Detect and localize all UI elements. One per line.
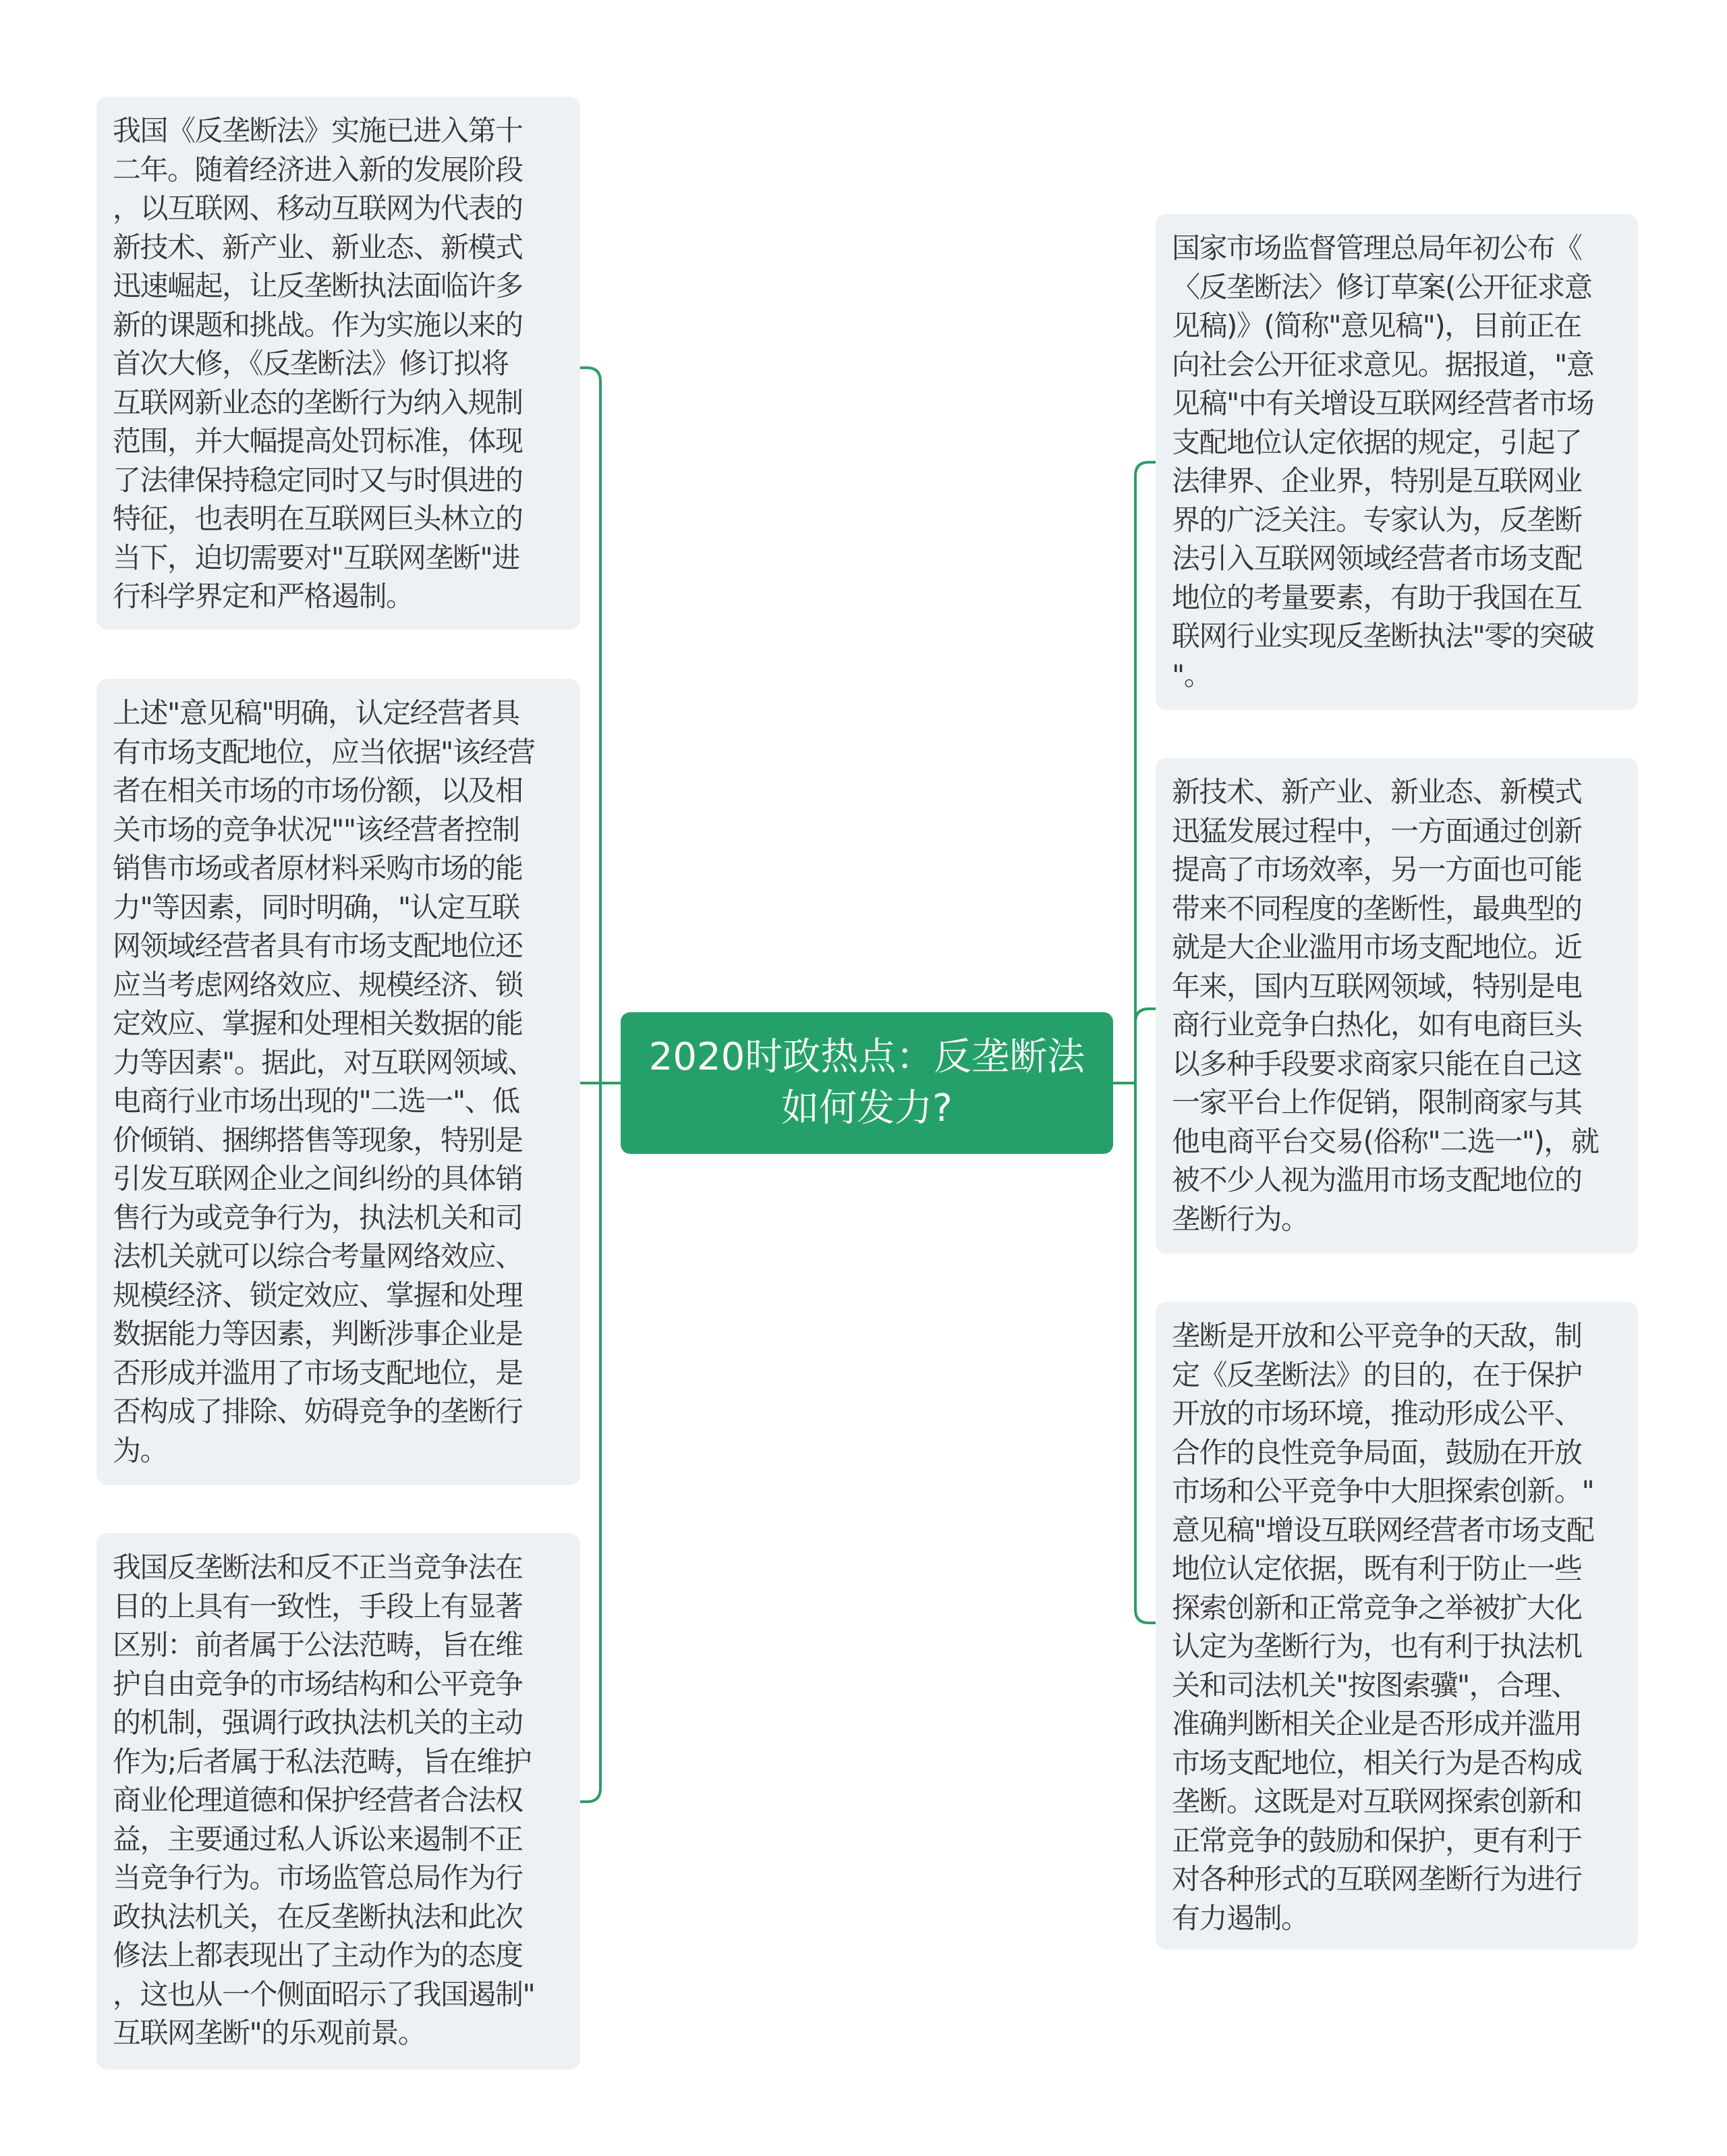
connector-right-3 [1135,1083,1156,1623]
left-node-1[interactable]: 我国《反垄断法》实施已进入第十 二年。随着经济进入新的发展阶段 ，以互联网、移动互联网为代表的 新技术、新产业、新业态、新模式 迅速崛起，让反垄断执法面临许多 新的课题和挑战。作为实施以来的 首次大修，《反垄断法》修订拟将 互联网新业态的垄断行为纳入规制 范围，并大幅提高处罚标准，体现 了法律保持稳定同时又与时俱进的 特征，也表明在互联网巨头林立的 当下，迫切需要对"互联网垄断"进 行科学界定和严格遏制。 [96,96,580,630]
left-node-3[interactable]: 我国反垄断法和反不正当竞争法在 目的上具有一致性，手段上有显著 区别：前者属于公法范畴，旨在维 护自由竞争的市场结构和公平竞争 的机制，强调行政执法机关的主动 作为;后者属于私法范畴，旨在维护 商业伦理道德和保护经营者合法权 益，主要通过私人诉讼来遏制不正 当竞争行为。市场监管总局作为行 政执法机关，在反垄断执法和此次 修法上都表现出了主动作为的态度 ，这也从一个侧面昭示了我国遏制" 互联网垄断"的乐观前景。 [96,1533,580,2070]
connector-left-1 [580,368,600,1083]
right-node-1[interactable]: 国家市场监督管理总局年初公布《 〈反垄断法〉修订草案(公开征求意 见稿)》(简称"意见稿")，目前正在 向社会公开征求意见。据报道，"意 见稿"中有关增设互联网经营者市场 支配地位认定依据的规定，引起了 法律界、企业界，特别是互联网业 界的广泛关注。专家认为，反垄断 法引入互联网领域经营者市场支配 地位的考量要素，有助于我国在互 联网行业实现反垄断执法"零的突破 "。 [1156,214,1638,710]
right-node-2[interactable]: 新技术、新产业、新业态、新模式 迅猛发展过程中，一方面通过创新 提高了市场效率，另一方面也可能 带来不同程度的垄断性，最典型的 就是大企业滥用市场支配地位。近 年来，国内互联网领域，特别是电 商行业竞争白热化，如有电商巨头 以多种手段要求商家只能在自己这 一家平台上作促销，限制商家与其 他电商平台交易(俗称"二选一")，就 被不少人视为滥用市场支配地位的 垄断行为。 [1156,758,1638,1254]
connector-right-1 [1135,462,1156,1083]
right-node-3[interactable]: 垄断是开放和公平竞争的天敌，制 定《反垄断法》的目的，在于保护 开放的市场环境，推动形成公平、 合作的良性竞争局面，鼓励在开放 市场和公平竞争中大胆探索创新。" 意见稿"增设互联网经营者市场支配 地位认定依据，既有利于防止一些 探索创新和正常竞争之举被扩大化 认定为垄断行为，也有利于执法机 关和司法机关"按图索骥"，合理、 准确判断相关企业是否形成并滥用 市场支配地位，相关行为是否构成 垄断。这既是对互联网探索创新和 正常竞争的鼓励和保护，更有利于 对各种形式的互联网垄断行为进行 有力遏制。 [1156,1302,1638,1950]
connector-left-3 [580,1083,600,1802]
central-topic[interactable]: 2020时政热点：反垄断法 如何发力? [621,1012,1113,1154]
left-node-2[interactable]: 上述"意见稿"明确，认定经营者具 有市场支配地位，应当依据"该经营 者在相关市场的市场份额，以及相 关市场的竞争状况""该经营者控制 销售市场或者原材料采购市场的能 力"等因素，同时明确，"认定互联 网领域经营者具有市场支配地位还 应当考虑网络效应、规模经济、锁 定效应、掌握和处理相关数据的能 力等因素"。据此，对互联网领域、 电商行业市场出现的"二选一"、低 价倾销、捆绑搭售等现象，特别是 引发互联网企业之间纠纷的具体销 售行为或竞争行为，执法机关和司 法机关就可以综合考量网络效应、 规模经济、锁定效应、掌握和处理 数据能力等因素，判断涉事企业是 否形成并滥用了市场支配地位，是 否构成了排除、妨碍竞争的垄断行 为。 [96,679,580,1485]
connector-right-2 [1135,1009,1156,1083]
